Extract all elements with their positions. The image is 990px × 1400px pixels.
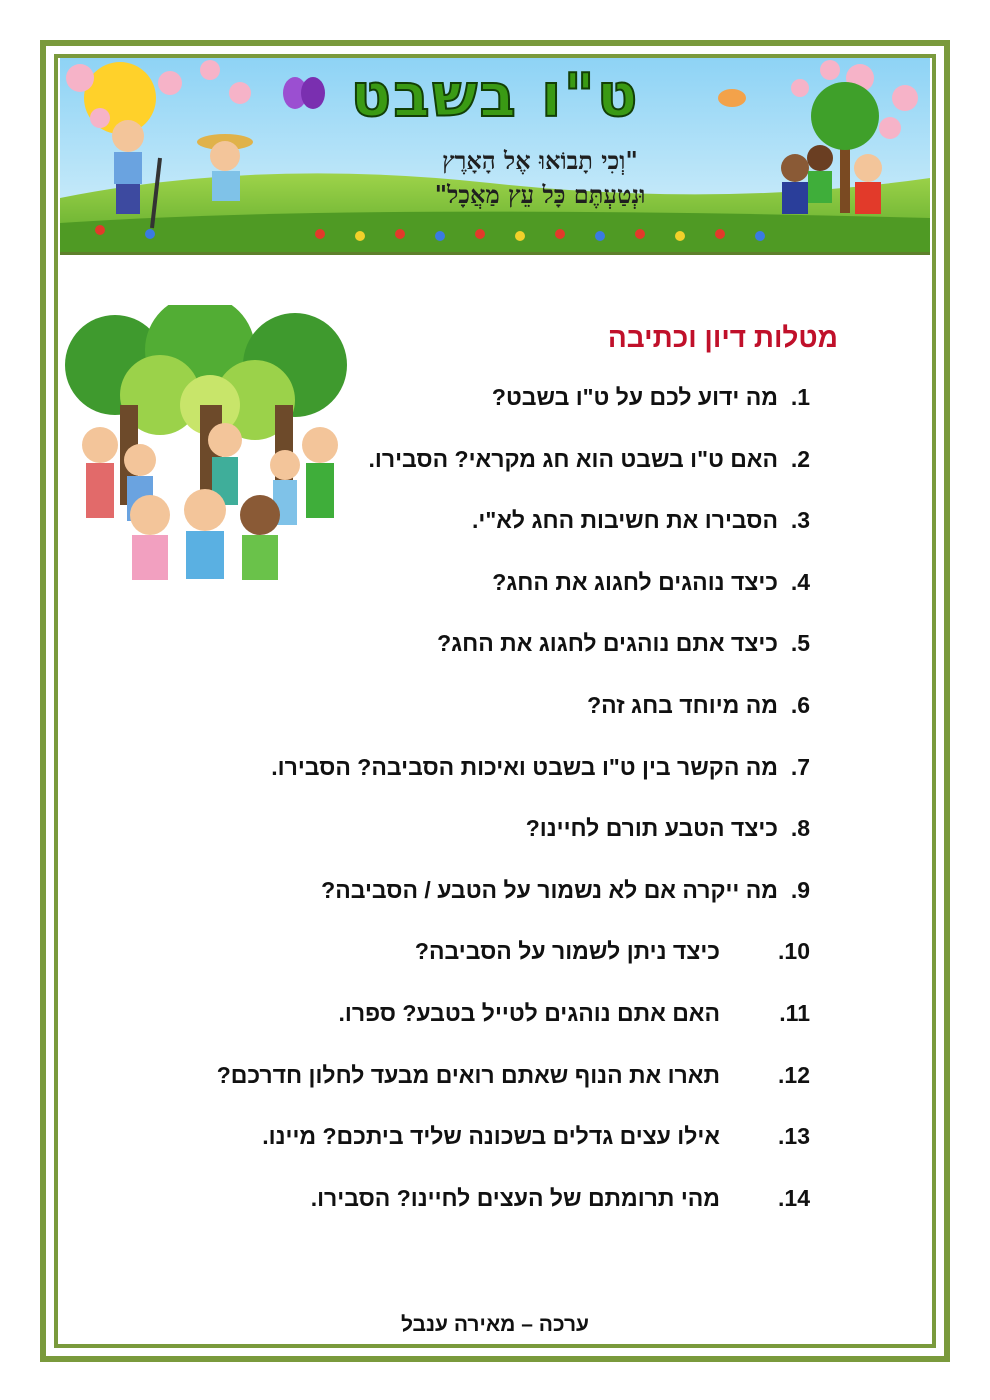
list-item xyxy=(217,442,810,504)
question-number: 6. xyxy=(790,691,810,718)
question-number: 12. xyxy=(778,1061,810,1088)
question-text: אילו עצים גדלים בשכונה שליד ביתכם? מיינו. xyxy=(262,1123,720,1150)
list-item xyxy=(217,750,810,812)
question-number: 2. xyxy=(790,445,810,472)
question-text: מה הקשר בין ט"ו בשבט ואיכות הסביבה? הסבירו. xyxy=(271,753,778,780)
list-item xyxy=(217,996,810,1058)
question-text: כיצד אתם נוהגים לחגוג את החג? xyxy=(437,630,778,657)
question-number: 8. xyxy=(790,815,810,842)
question-number: 4. xyxy=(790,568,810,595)
question-text: מה מיוחד בחג זה? xyxy=(587,691,778,718)
page-heading: מטלות דיון וכתיבה xyxy=(607,322,838,353)
list-item xyxy=(217,934,810,996)
question-number: 3. xyxy=(790,507,810,534)
question-text: כיצד ניתן לשמור על הסביבה? xyxy=(414,938,720,965)
list-item xyxy=(217,873,810,935)
list-item xyxy=(217,688,810,750)
list-item xyxy=(217,811,810,873)
list-item xyxy=(217,380,810,442)
question-text: האם אתם נוהגים לטייל בטבע? ספרו. xyxy=(338,999,720,1026)
question-number: 5. xyxy=(790,630,810,657)
question-text: מה ידוע לכם על ט"ו בשבט? xyxy=(491,384,778,410)
question-number: 14. xyxy=(778,1184,810,1211)
header-banner xyxy=(60,58,930,255)
question-number: 7. xyxy=(790,753,810,780)
question-text: כיצד הטבע תורם לחיינו? xyxy=(525,815,778,842)
question-text: תארו את הנוף שאתם רואים מבעד לחלון חדרכם? xyxy=(216,1061,720,1088)
question-text: הסבירו את חשיבות החג לא"י. xyxy=(471,507,778,534)
list-item xyxy=(217,626,810,688)
list-item xyxy=(217,503,810,565)
banner-title: ט"ו בשבט xyxy=(350,61,640,131)
question-number: 9. xyxy=(790,876,810,903)
question-text: כיצד נוהגים לחגוג את החג? xyxy=(492,568,778,595)
author-credit: ערכה – מאירה ענבל xyxy=(400,1313,590,1336)
question-list xyxy=(217,380,810,1242)
question-number: 13. xyxy=(778,1123,810,1150)
question-number: 11. xyxy=(779,999,810,1026)
list-item xyxy=(217,565,810,627)
list-item xyxy=(217,1058,810,1120)
question-text: האם ט"ו בשבט הוא חג מקראי? הסבירו. xyxy=(368,445,778,472)
list-item xyxy=(217,1181,810,1243)
banner-verse-line-1: "וְכִי תָבוֹאוּ אֶל הָאָרֶץ xyxy=(442,146,638,175)
question-number: 1. xyxy=(790,384,810,410)
banner-verse-line-2: וּנְטַעְתֶּם כָּל עֵץ מַאֲכָל" xyxy=(434,180,646,209)
list-item xyxy=(217,1119,810,1181)
question-text: מה ייקרה אם לא נשמור על הטבע / הסביבה? xyxy=(321,876,778,903)
question-number: 10. xyxy=(778,938,810,965)
question-text: מהי תרומתם של העצים לחיינו? הסבירו. xyxy=(310,1184,720,1211)
